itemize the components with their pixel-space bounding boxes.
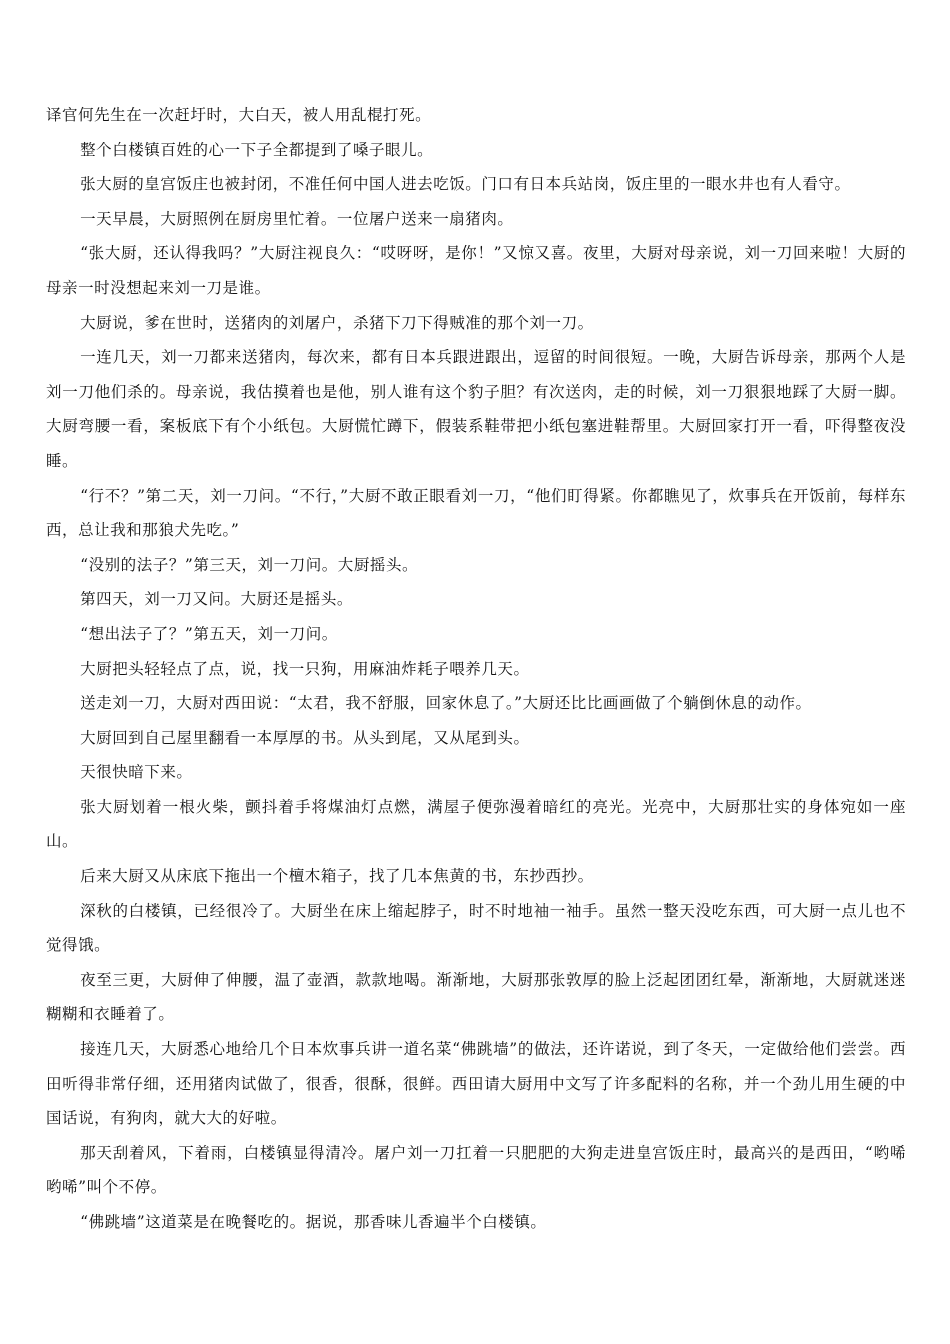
story-text (46, 98, 906, 1240)
paragraph-22: “佛跳墙”这道菜是在晚餐吃的。据说，那香味儿香遍半个白楼镇。 (80, 1213, 547, 1231)
paragraph-11: “想出法子了？”第五天，刘一刀问。 (80, 624, 338, 643)
paragraph-4: 一天早晨，大厨照例在厨房里忙着。一位屠户送来一扇猪肉。 (80, 209, 514, 228)
paragraph-17: 后来大厨又从床底下拖出一个檀木箱子，找了几本焦黄的书，东抄西抄。 (80, 867, 594, 886)
paragraph-3: 张大厨的皇宫饭庄也被封闭，不准任何中国人进去吃饭。门口有日本兵站岗，饭庄里的一眼水井也有人看守。 (80, 175, 851, 194)
paragraph-18: 深秋的白楼镇，已经很冷了。大厨坐在床上缩起脖子，时不时地袖一袖手。虽然一整天没吃东西，可大厨一点儿也不觉得饿。 (46, 901, 906, 955)
paragraph-8: “行不？”第二天，刘一刀问。“不行，”大厨不敢正眼看刘一刀，“他们盯得紧。你都瞧见了，炊事兵在开饭前，每样东西，总让我和那狼犬先吃。” (46, 486, 906, 540)
paragraph-2: 整个白楼镇百姓的心一下子全都提到了嗓子眼儿。 (80, 140, 434, 159)
paragraph-6: 大厨说，爹在世时，送猪肉的刘屠户，杀猪下刀下得贼准的那个刘一刀。 (80, 313, 594, 332)
paragraph-5: “张大厨，还认得我吗？”大厨注视良久：“哎呀呀，是你！”又惊又喜。夜里，大厨对母亲说，刘一刀回来啦！大厨的母亲一时没想起来刘一刀是谁。 (46, 244, 906, 297)
paragraph-12: 大厨把头轻轻点了点，说，找一只狗，用麻油炸耗子喂养几天。 (80, 659, 530, 678)
paragraph-9: “没别的法子？”第三天，刘一刀问。大厨摇头。 (80, 555, 419, 574)
paragraph-20: 接连几天，大厨悉心地给几个日本炊事兵讲一道名菜“佛跳墙”的做法，还许诺说，到了冬天，一定做给他们尝尝。西田听得非常仔细，还用猪肉试做了，很香，很酥，很鲜。西田请大厨用中文写了许多配料的名称，并一个劲儿用生硬的中国话说，有狗肉，就大大的好啦。 (46, 1040, 906, 1128)
paragraph-1: 译官何先生在一次赶圩时，大白天，被人用乱棍打死。 (46, 106, 432, 124)
paragraph-14: 大厨回到自己屋里翻看一本厚厚的书。从头到尾，又从尾到头。 (80, 728, 530, 747)
paragraph-16: 张大厨划着一根火柴，颤抖着手将煤油灯点燃，满屋子便弥漫着暗红的亮光。光亮中，大厨那壮实的身体宛如一座山。 (46, 797, 906, 851)
paragraph-10: 第四天，刘一刀又问。大厨还是摇头。 (80, 590, 353, 609)
paragraph-13: 送走刘一刀，大厨对西田说：“太君，我不舒服，回家休息了。”大厨还比比画画做了个躺倒休息的动作。 (80, 694, 812, 713)
paragraph-19: 夜至三更，大厨伸了伸腰，温了壶酒，款款地喝。渐渐地，大厨那张敦厚的脸上泛起团团红晕，渐渐地，大厨就迷迷糊糊和衣睡着了。 (46, 970, 906, 1024)
paragraph-21: 那天刮着风，下着雨，白楼镇显得清冷。屠户刘一刀扛着一只肥肥的大狗走进皇宫饭庄时，最高兴的是西田，“哟唏哟唏”叫个不停。 (46, 1143, 906, 1197)
paragraph-15: 天很快暗下来。 (80, 763, 193, 782)
paragraph-7: 一连几天，刘一刀都来送猪肉，每次来，都有日本兵跟进跟出，逗留的时间很短。一晚，大厨告诉母亲，那两个人是刘一刀他们杀的。母亲说，我估摸着也是他，别人谁有这个豹子胆？有次送肉，走的时候，刘一刀狠狠地踩了大厨一脚。大厨弯腰一看，案板底下有个小纸包。大厨慌忙蹲下，假装系鞋带把小纸包塞进鞋帮里。大厨回家打开一看，吓得整夜没睡。 (46, 348, 906, 470)
